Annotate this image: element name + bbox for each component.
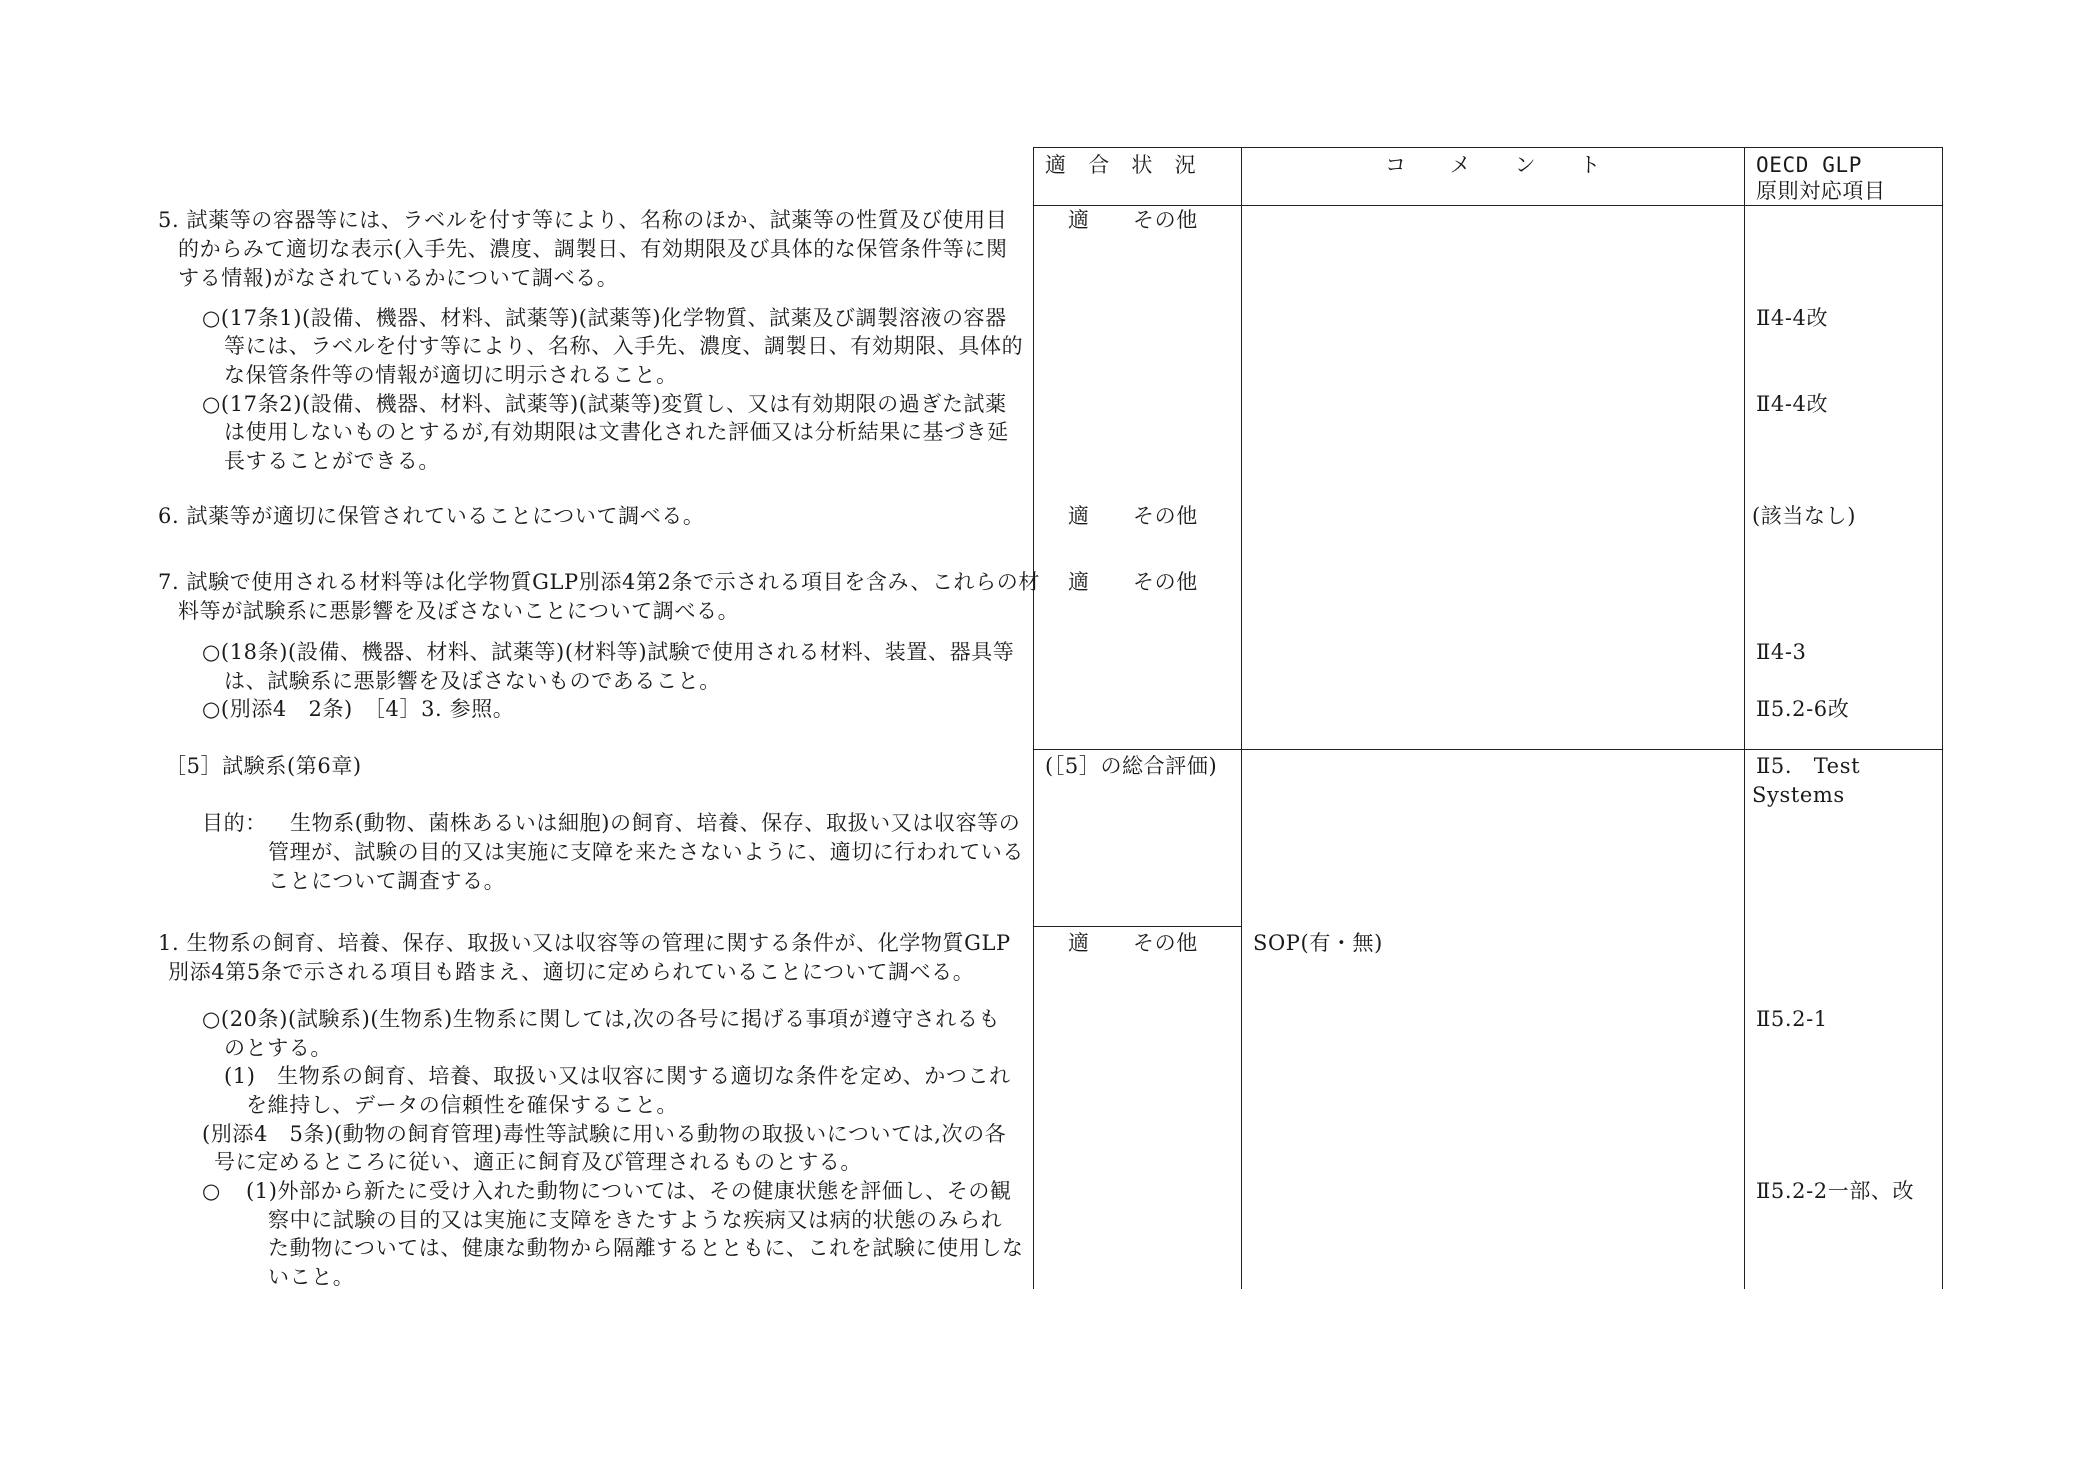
item1-sop-comment: SOP(有・無) xyxy=(1253,931,1383,955)
oecd-ref-appendix4-2: Ⅱ5.2-6改 xyxy=(1756,697,1850,721)
appendix4-5-1-mark: ○ xyxy=(202,1179,221,1203)
section5-title: ［5］試験系(第6章) xyxy=(165,754,362,778)
item5-line1: 5. 試薬等の容器等には、ラベルを付す等により、名称のほか、試薬等の性質及び使用目 xyxy=(158,208,1008,232)
art17-2-line2: は使用しないものとするが,有効期限は文書化された評価又は分析結果に基づき延 xyxy=(224,420,1009,444)
item1-line2: 別添4第5条で示される項目も踏まえ、適切に定められていることについて調べる。 xyxy=(168,960,975,984)
oecd-col-left-border xyxy=(1744,147,1745,1289)
oecd-ref-appendix4-5-1: Ⅱ5.2-2一部、改 xyxy=(1756,1179,1915,1203)
art17-2-line3: 長することができる。 xyxy=(224,449,440,473)
item5-status-other: その他 xyxy=(1133,208,1198,232)
art20-1-line2: を維持し、データの信頼性を確保すること。 xyxy=(246,1093,678,1117)
appendix4-5-1-line1: (1)外部から新たに受け入れた動物については、その健康状態を評価し、その観 xyxy=(246,1179,1012,1203)
appendix4-2-line: ○(別添4 2条) ［4］3. 参照。 xyxy=(202,697,515,721)
appendix4-5-1-line4: いこと。 xyxy=(268,1265,355,1289)
art17-2-line1: ○(17条2)(設備、機器、材料、試薬等)(試薬等)変質し、又は有効期限の過ぎた試薬 xyxy=(202,392,1007,416)
oecd-ref-17-1: Ⅱ4-4改 xyxy=(1756,306,1829,330)
section5-top-border xyxy=(1033,749,1943,750)
art20-1-line1: (1) 生物系の飼育、培養、取扱い又は収容に関する適切な条件を定め、かつこれ xyxy=(224,1064,1011,1088)
item1-status-ok: 適 xyxy=(1068,931,1090,955)
oecd-ref-section5-line1: Ⅱ5. Test xyxy=(1756,754,1861,778)
appendix4-5-1-line2: 察中に試験の目的又は実施に支障をきたすような疾病又は病的状態のみられ xyxy=(268,1208,1003,1232)
item7-status-other: その他 xyxy=(1133,570,1198,594)
header-status: 適 合 状 況 xyxy=(1045,153,1197,177)
appendix4-5-1-line3: た動物については、健康な動物から隔離するとともに、これを試験に使用しな xyxy=(268,1236,1024,1260)
item7-line2: 料等が試験系に悪影響を及ぼさないことについて調べる。 xyxy=(178,599,740,623)
art20-line2: のとする。 xyxy=(224,1036,332,1060)
status-divider xyxy=(1033,926,1241,927)
oecd-ref-item6: (該当なし) xyxy=(1752,504,1856,528)
purpose-line3: ことについて調査する。 xyxy=(268,869,506,893)
art18-line1: ○(18条)(設備、機器、材料、試薬等)(材料等)試験で使用される材料、装置、器具等 xyxy=(202,640,1015,664)
item5-line3: する情報)がなされているかについて調べる。 xyxy=(178,266,619,290)
art20-line1: ○(20条)(試験系)(生物系)生物系に関しては,次の各号に掲げる事項が遵守されるも xyxy=(202,1007,1001,1031)
oecd-ref-18: Ⅱ4-3 xyxy=(1756,640,1807,664)
oecd-ref-17-2: Ⅱ4-4改 xyxy=(1756,392,1829,416)
item1-status-other: その他 xyxy=(1133,931,1198,955)
purpose-line1: 生物系(動物、菌株あるいは細胞)の飼育、培養、保存、取扱い又は収容等の xyxy=(290,811,1021,835)
item6-line: 6. 試薬等が適切に保管されていることについて調べる。 xyxy=(158,504,705,528)
comment-col-left-border xyxy=(1241,147,1242,1289)
item7-line1: 7. 試験で使用される材料等は化学物質GLP別添4第2条で示される項目を含み、これらの材 xyxy=(158,570,1040,594)
item6-status-ok: 適 xyxy=(1068,504,1090,528)
art17-1-line2: 等には、ラベルを付す等により、名称、入手先、濃度、調製日、有効期限、具体的 xyxy=(224,334,1024,358)
item6-status-other: その他 xyxy=(1133,504,1198,528)
item5-status-ok: 適 xyxy=(1068,208,1090,232)
table-top-border xyxy=(1033,147,1943,148)
art17-1-line3: な保管条件等の情報が適切に明示されること。 xyxy=(224,363,678,387)
art17-1-line1: ○(17条1)(設備、機器、材料、試薬等)(試薬等)化学物質、試薬及び調製溶液の容器 xyxy=(202,306,1007,330)
header-oecd-line2: 原則対応項目 xyxy=(1756,179,1886,203)
purpose-line2: 管理が、試験の目的又は実施に支障を来たさないように、適切に行われている xyxy=(268,840,1024,864)
appendix4-5-line2: 号に定めるところに従い、適正に飼育及び管理されるものとする。 xyxy=(214,1150,862,1174)
purpose-label: 目的： xyxy=(202,811,267,835)
section5-overall-eval: (［5］の総合評価) xyxy=(1045,754,1218,778)
oecd-col-right-border xyxy=(1942,147,1943,1289)
appendix4-5-line1: (別添4 5条)(動物の飼育管理)毒性等試験に用いる動物の取扱いについては,次の各 xyxy=(202,1122,1007,1146)
oecd-ref-20: Ⅱ5.2-1 xyxy=(1756,1007,1828,1031)
oecd-ref-section5-line2: Systems xyxy=(1752,783,1845,807)
item1-line1: 1. 生物系の飼育、培養、保存、取扱い又は収容等の管理に関する条件が、化学物質GLP xyxy=(158,931,1011,955)
item7-status-ok: 適 xyxy=(1068,570,1090,594)
item5-line2: 的からみて適切な表示(入手先、濃度、調製日、有効期限及び具体的な保管条件等に関 xyxy=(178,237,1008,261)
header-oecd-line1: OECD GLP xyxy=(1756,153,1862,177)
status-col-left-border xyxy=(1033,147,1034,1289)
header-comment: コ メ ン ト xyxy=(1385,153,1601,177)
art18-line2: は、試験系に悪影響を及ぼさないものであること。 xyxy=(224,669,721,693)
